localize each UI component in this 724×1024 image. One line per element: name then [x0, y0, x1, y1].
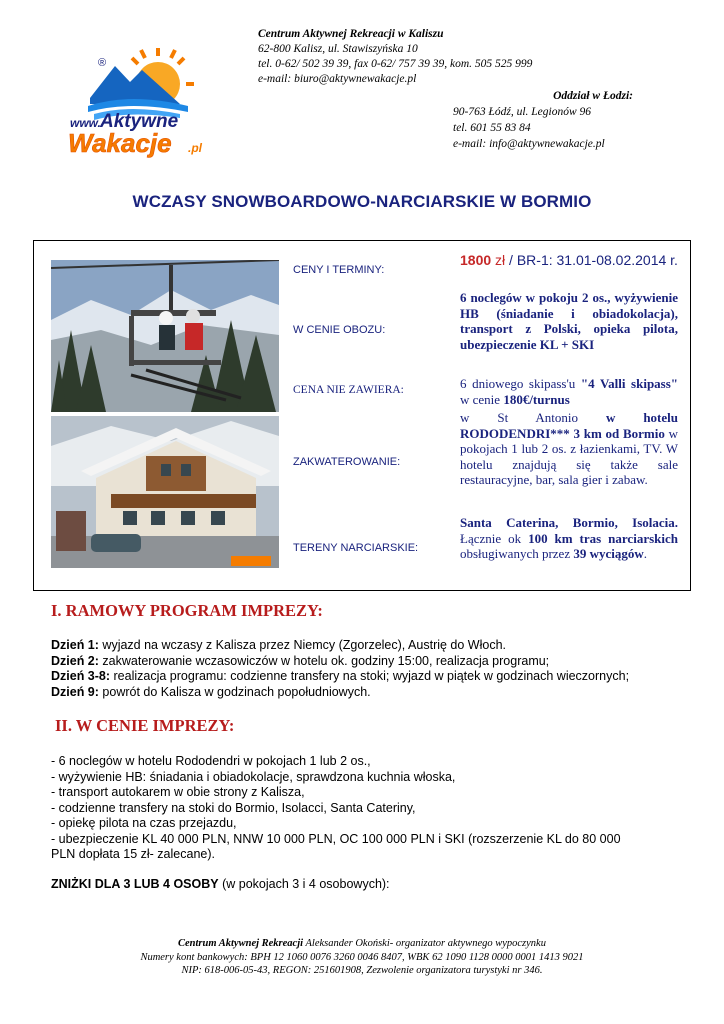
accommodation-value: w St Antonio w hotelu RODODENDRI*** 3 km od Bormio w pokojach 1 lub 2 os. z łazienkami, TV. W hotelu znajdują się także sale restauracyjne, bar, sala gier i zabaw. — [460, 410, 678, 488]
included-heading: II. W CENIE IMPREZY: — [55, 716, 235, 735]
label-included: W CENIE OBOZU: — [293, 324, 386, 336]
svg-text:Wakacje: Wakacje — [68, 128, 172, 158]
list-item: - codzienne transfery na stoki do Bormio, Isolacci, Santa Cateriny, — [51, 800, 416, 815]
price-value — [460, 252, 678, 269]
footer-line-1: Centrum Aktywnej Rekreacji Aleksander Okoński- organizator aktywnego wypoczynku — [178, 938, 546, 949]
label-accommodation: ZAKWATEROWANIE: — [293, 456, 401, 468]
chairlift-photo — [51, 260, 279, 412]
list-item: - transport autokarem w obie strony z Kalisza, — [51, 785, 305, 799]
hotel-photo — [51, 416, 279, 568]
page-title: WCZASY SNOWBOARDOWO-NARCIARSKIE W BORMIO — [132, 192, 592, 211]
program-heading: I. RAMOWY PROGRAM IMPREZY: — [51, 601, 323, 620]
list-item: - opiekę pilota na czas przejazdu, — [51, 816, 237, 830]
program-day: Dzień 2: zakwaterowanie wczasowiczów w hotelu ok. godziny 15:00, realizacja programu; — [51, 653, 550, 668]
branch-office-phone: tel. 601 55 83 84 — [453, 122, 531, 134]
main-office-address: 62-800 Kalisz, ul. Stawiszyńska 10 — [258, 43, 418, 55]
branch-office-info — [453, 88, 633, 152]
discount-line: ZNIŻKI DLA 3 LUB 4 OSOBY (w pokojach 3 i 4 osobowych): — [51, 877, 390, 891]
program-day: Dzień 3-8: realizacja programu: codzienne transfery na stoki; wyjazd w piątek w godzinach wieczornych; — [51, 669, 630, 683]
svg-text:Aktywne: Aktywne — [100, 111, 179, 132]
footer — [0, 937, 724, 978]
svg-text:®: ® — [98, 57, 107, 69]
list-item: - ubezpieczenie KL 40 000 PLN, NNW 10 000 PLN, OC 100 000 PLN i SKI (rozszerzenie KL do 80 000 — [51, 831, 621, 846]
included-value: 6 noclegów w pokoju 2 os., wyżywienie HB (śniadanie i obiadokolacja), transport z Polski, opieka pilota, ubezpieczenie KL + SKI — [460, 290, 678, 352]
price-amount: 1800 — [460, 252, 492, 268]
main-office-email[interactable]: e-mail: biuro@aktywnewakacje.pl — [258, 73, 417, 85]
branch-office-name: Oddział w Łodzi: — [553, 90, 633, 102]
list-item: - 6 noclegów w hotelu Rododendri w pokojach 1 lub 2 os., — [51, 754, 371, 768]
included-list — [51, 754, 681, 863]
svg-text:www.: www. — [70, 116, 101, 130]
program-day: Dzień 9: powrót do Kalisza w godzinach popołudniowych. — [51, 684, 371, 699]
label-excluded: CENA NIE ZAWIERA: — [293, 384, 404, 396]
price-term: / BR-1: 31.01-08.02.2014 r. — [505, 252, 678, 268]
svg-text:.pl: .pl — [188, 141, 202, 155]
label-prices: CENY I TERMINY: — [293, 264, 385, 276]
main-office-info — [258, 27, 532, 87]
main-office-name: Centrum Aktywnej Rekreacji w Kaliszu — [258, 28, 444, 40]
list-item: PLN dopłata 15 zł- zalecane). — [51, 847, 215, 861]
label-ski-areas: TERENY NARCIARSKIE: — [293, 542, 419, 554]
program-day: Dzień 1: wyjazd na wczasy z Kalisza przez Niemcy (Zgorzelec), Austrię do Włoch. — [51, 638, 507, 652]
price-currency: zł — [495, 252, 506, 268]
excluded-value: 6 dniowego skipass'u "4 Valli skipass" w cenie 180€/turnus — [460, 376, 679, 407]
ski-areas-value: Santa Caterina, Bormio, Isolacia. Łącznie ok 100 km tras narciarskich obsługiwanych przez 39 wyciągów. — [460, 515, 678, 562]
main-office-phone: tel. 0-62/ 502 39 39, fax 0-62/ 757 39 39, kom. 505 525 999 — [258, 58, 533, 70]
footer-bank-accounts: Numery kont bankowych: BPH 12 1060 0076 3260 0046 8407, WBK 62 1090 1128 0000 0001 1413 9021 — [140, 951, 584, 963]
company-logo — [60, 40, 230, 160]
program-list — [51, 638, 681, 700]
branch-office-address: 90-763 Łódź, ul. Legionów 96 — [453, 106, 592, 118]
list-item: - wyżywienie HB: śniadania i obiadokolacje, sprawdzona kuchnia włoska, — [51, 769, 456, 784]
branch-office-email[interactable]: e-mail: info@aktywnewakacje.pl — [453, 138, 605, 150]
footer-registration: NIP: 618-006-05-43, REGON: 251601908, Zezwolenie organizatora turystyki nr 346. — [181, 965, 543, 976]
